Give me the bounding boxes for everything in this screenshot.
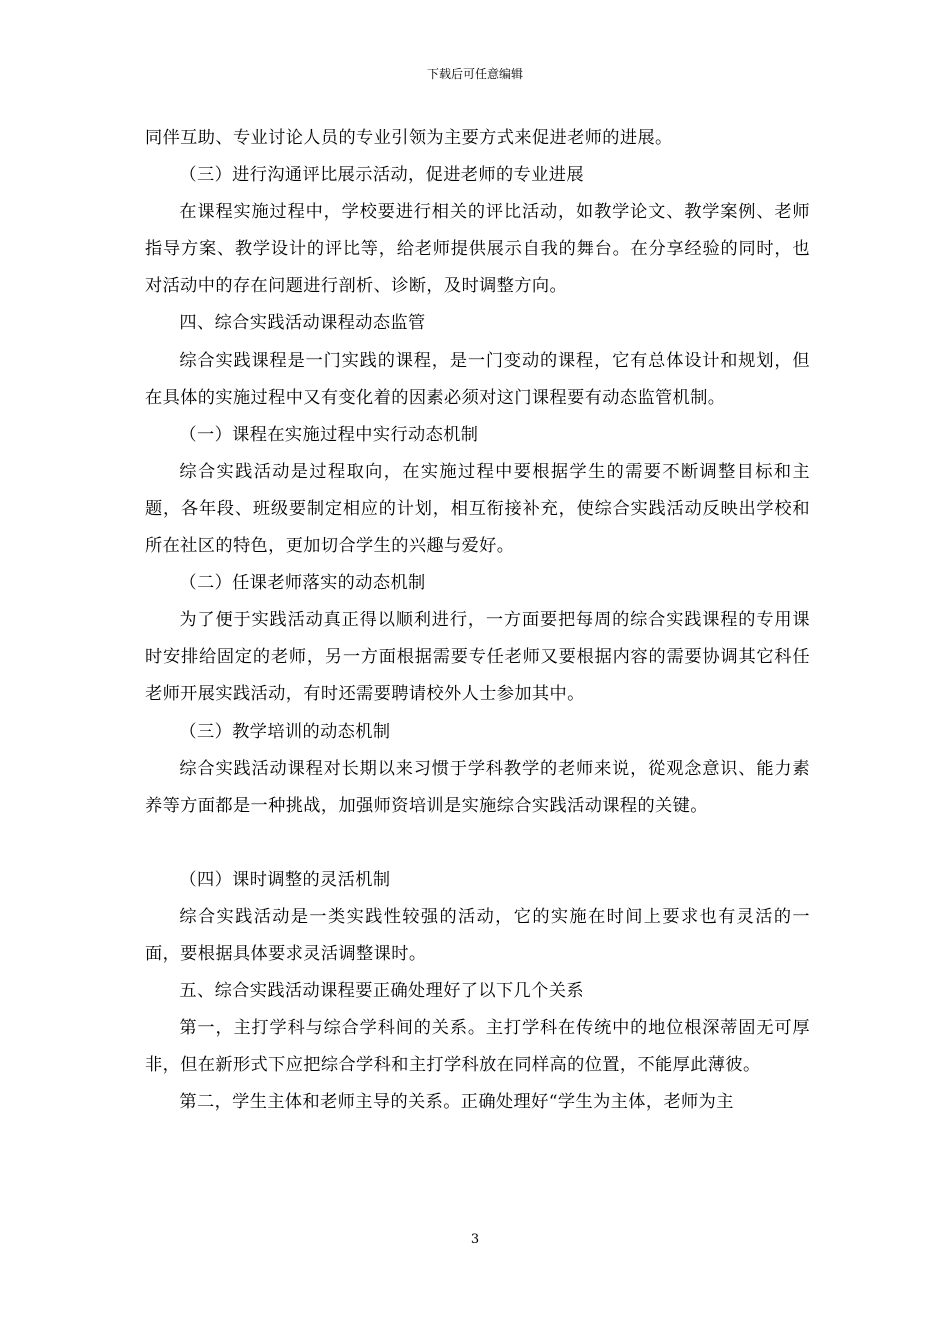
paragraph: 第一，主打学科与综合学科间的关系。主打学科在传统中的地位根深蒂固无可厚非，但在新形式下应把综合学科和主打学科放在同样高的位置，不能厚此薄彼。 [145,1018,810,1076]
page-number: 3 [470,1232,480,1247]
section-heading-2: （二）任课老师落实的动态机制 [179,573,426,594]
paragraph: 综合实践活动是一类实践性较强的活动，它的实施在时间上要求也有灵活的一面，要根据具体要求灵活调整课时。 [145,906,810,965]
paragraph: 综合实践课程是一门实践的课程，是一门变动的课程，它有总体设计和规划，但在具体的实施过程中又有变化着的因素必须对这门课程要有动态监管机制。 [145,350,810,408]
blank-line [145,825,810,862]
paragraph: 综合实践活动课程对长期以来习惯于学科教学的老师来说，從观念意识、能力素养等方面都是一种挑战，加强师资培训是实施综合实践活动课程的关键。 [145,758,810,816]
section-heading-3b: （三）教学培训的动态机制 [179,721,391,742]
paragraph: 为了便于实践活动真正得以顺利进行，一方面要把每周的综合实践课程的专用课时安排给固定的老师，另一方面根据需要专任老师又要根据内容的需要协调其它科任老师开展实践活动，有时还需要聘请校外人士参加其中。 [145,610,810,705]
section-heading-3: （三）进行沟通评比展示活动，促进老师的专业进展 [179,165,584,186]
paragraph: 在课程实施过程中，学校要进行相关的评比活动，如教学论文、教学案例、老师指导方案、教学设计的评比等，给老师提供展示自我的舞台。在分享经验的同时，也对活动中的存在问题进行剖析、诊断，及时调整方向。 [145,202,810,297]
paragraph: 综合实践活动是过程取向，在实施过程中要根据学生的需要不断调整目标和主题，各年段、班级要制定相应的计划，相互衔接补充，使综合实践活动反映出学校和所在社区的特色，更加切合学生的兴趣与爱好。 [145,461,810,557]
paragraph: 第二，学生主体和老师主导的关系。正确处理好“学生为主体，老师为主 [179,1092,734,1113]
section-heading-1: （一）课程在实施过程中实行动态机制 [179,424,479,445]
paragraph-continuation: 同伴互助、专业讨论人员的专业引领为主要方式来促进老师的进展。 [145,128,673,148]
section-heading-four: 四、综合实践活动课程动态监管 [179,313,426,334]
page-header: 下载后可任意编辑 [426,67,523,81]
section-heading-4: （四）课时调整的灵活机制 [179,869,391,890]
document-body [145,120,810,1122]
section-heading-five: 五、综合实践活动课程要正确处理好了以下几个关系 [179,981,584,1002]
